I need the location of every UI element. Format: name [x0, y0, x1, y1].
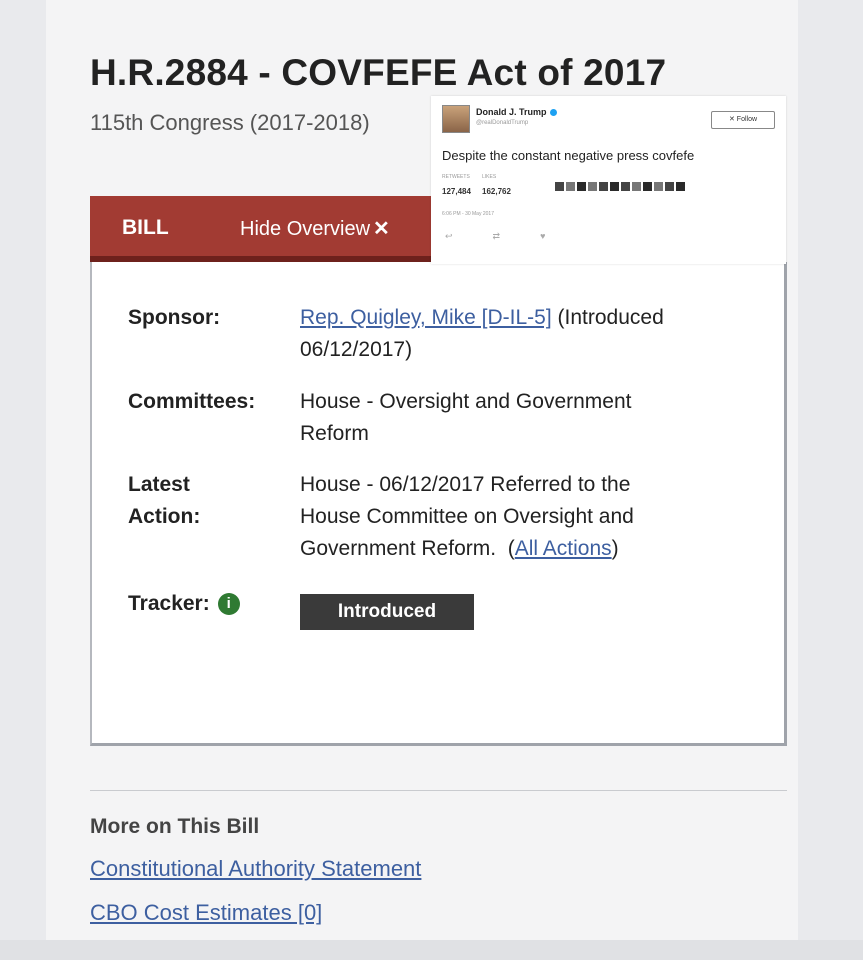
- more-on-bill-heading: More on This Bill: [90, 815, 260, 838]
- follow-button[interactable]: [711, 111, 775, 129]
- sponsor-introduced: (Introduced: [551, 306, 664, 329]
- liker-avatar[interactable]: [643, 182, 652, 191]
- liker-avatar[interactable]: [632, 182, 641, 191]
- liker-avatar[interactable]: [621, 182, 630, 191]
- retweet-icon[interactable]: ⇄︎: [492, 231, 501, 241]
- close-icon: ✕: [373, 218, 390, 240]
- tweet-card: [431, 96, 786, 264]
- constitutional-authority-link[interactable]: Constitutional Authority Statement: [90, 856, 422, 881]
- latest-action-label: [128, 469, 200, 533]
- all-actions-link[interactable]: All Actions: [514, 537, 612, 560]
- latest-action-line: House Committee on Oversight and: [300, 505, 634, 528]
- liker-avatars: [555, 182, 685, 191]
- liker-avatar[interactable]: [577, 182, 586, 191]
- bill-tab[interactable]: BILL: [122, 216, 169, 239]
- liker-avatar[interactable]: [610, 182, 619, 191]
- likes-count[interactable]: 162,762: [482, 187, 511, 196]
- committees-line: House - Oversight and Government: [300, 390, 632, 413]
- tracker-label-text: Tracker:: [128, 592, 210, 615]
- verified-icon: [550, 109, 557, 116]
- add-user-icon: ✕︎: [728, 116, 735, 123]
- sponsor-value: [300, 302, 760, 366]
- latest-label-line: Latest: [128, 473, 190, 496]
- tweet-stat-values: [442, 187, 522, 196]
- liker-avatar[interactable]: [676, 182, 685, 191]
- liker-avatar[interactable]: [566, 182, 575, 191]
- tweet-author-name: Donald J. Trump: [476, 107, 547, 117]
- cbo-cost-estimates-link[interactable]: CBO Cost Estimates [0]: [90, 900, 323, 925]
- committees-line: Reform: [300, 422, 369, 445]
- retweets-label: RETWEETS: [442, 174, 470, 180]
- all-actions-paren-close: ): [611, 537, 619, 560]
- all-actions-paren-open: (: [507, 537, 515, 560]
- tweet-text: Despite the constant negative press covfefe: [442, 148, 695, 163]
- tracker-status-badge: Introduced: [300, 594, 474, 630]
- tracker-label: [128, 588, 240, 620]
- reply-icon[interactable]: ↩︎: [445, 231, 453, 241]
- liker-avatar[interactable]: [654, 182, 663, 191]
- bill-tab-bar: [90, 196, 442, 262]
- tweet-timestamp[interactable]: 6:06 PM - 30 May 2017: [442, 211, 494, 217]
- latest-label-line: Action:: [128, 505, 201, 528]
- liker-avatar[interactable]: [555, 182, 564, 191]
- latest-action-line: Government Reform.: [300, 537, 497, 560]
- latest-action-line: House - 06/12/2017 Referred to the: [300, 473, 631, 496]
- tweet-actions: [445, 231, 585, 242]
- page-title: H.R.2884 - COVFEFE Act of 2017: [90, 52, 667, 93]
- avatar[interactable]: [442, 105, 470, 133]
- sponsor-label: Sponsor:: [128, 306, 221, 329]
- liker-avatar[interactable]: [599, 182, 608, 191]
- hide-overview-label: Hide Overview: [240, 218, 371, 240]
- liker-avatar[interactable]: [665, 182, 674, 191]
- tweet-handle[interactable]: @realDonaldTrump: [476, 120, 529, 126]
- sponsor-link[interactable]: Rep. Quigley, Mike [D-IL-5]: [300, 306, 552, 329]
- follow-label: Follow: [736, 116, 758, 123]
- bottom-strip: [0, 940, 863, 960]
- section-divider: [90, 790, 787, 791]
- info-icon[interactable]: i: [218, 593, 240, 615]
- committees-label: Committees:: [128, 390, 256, 413]
- tweet-stat-labels: [442, 174, 522, 180]
- tweet-author[interactable]: [476, 107, 557, 117]
- sponsor-date: 06/12/2017): [300, 338, 413, 361]
- like-icon[interactable]: ♥︎: [540, 231, 546, 241]
- bill-overview-panel: [90, 262, 787, 746]
- congress-subtitle: 115th Congress (2017-2018): [90, 110, 370, 135]
- latest-action-value: [300, 469, 760, 565]
- committees-value: [300, 386, 760, 450]
- likes-label: LIKES: [482, 174, 497, 180]
- retweets-count[interactable]: 127,484: [442, 187, 471, 196]
- liker-avatar[interactable]: [588, 182, 597, 191]
- hide-overview-button[interactable]: [240, 216, 390, 241]
